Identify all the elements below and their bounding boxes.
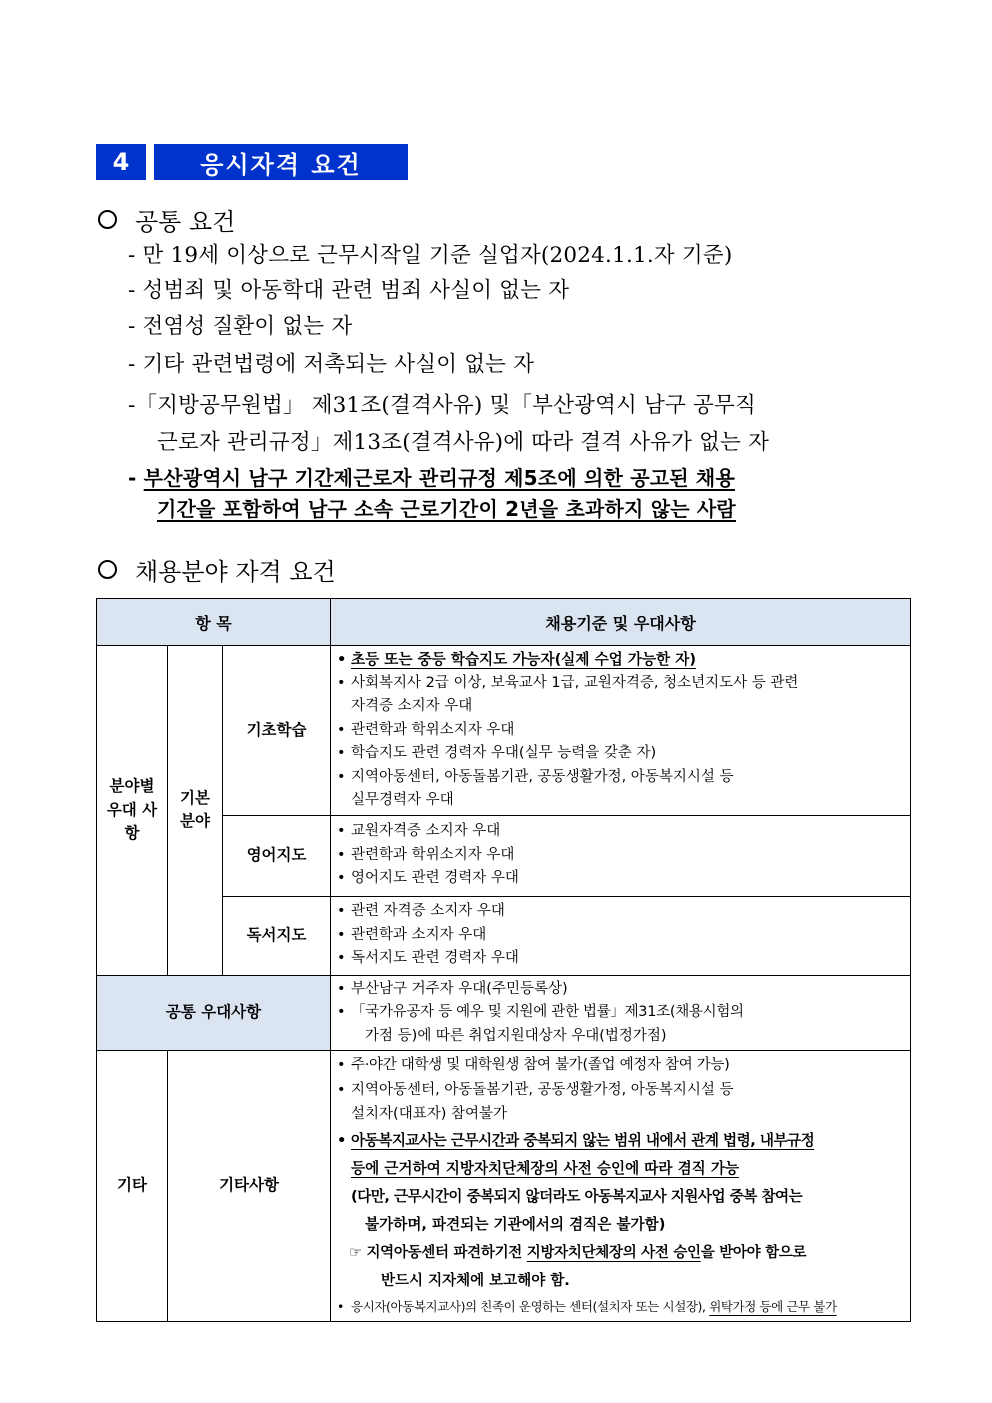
list-item: 등에 근거하여 지방자치단체장의 사전 승인에 따라 겸직 가능 [351,1159,740,1177]
etc-label: 기타 [97,1051,168,1322]
section-number: 4 [96,144,146,180]
list-item: 자격증 소지자 우대 [351,698,473,714]
list-item: • 응시자(아동복지교사)의 친족이 운영하는 센터(설치자 또는 시설장), 위탁가정 등에 근무 불가 [337,1295,906,1320]
list-item: 불가하며, 파견되는 기관에서의 겸직은 불가함) [365,1215,666,1233]
note-item: 반드시 지자체에 보고해야 함. [381,1272,570,1289]
list-item: • 영어지도 관련 경력자 우대 [337,867,906,891]
list-item: (다만, 근무시간이 중복되지 않더라도 아동복지교사 지원사업 중복 참여는 [351,1187,803,1205]
common-pref-label: 공통 우대사항 [97,975,331,1051]
list-item: • 지역아동센터, 아동돌봄기관, 공동생활가정, 아동복지시설 등 [337,1078,906,1103]
list-item: • 관련학과 소지자 우대 [337,924,906,948]
requirements-table [96,598,911,1322]
header-item: 항 목 [97,599,331,646]
header-criteria: 채용기준 및 우대사항 [331,599,911,646]
common-item: - 성범죄 및 아동학대 관련 범죄 사실이 없는 자 [128,278,570,303]
etc-criteria [331,1051,911,1322]
row-label: 영어지도 [223,815,331,896]
list-item: • 학습지도 관련 경력자 우대(실무 능력을 갖춘 자) [337,742,906,766]
row-criteria [331,646,911,816]
group-label: 분야별 우대 사항 [97,646,168,976]
common-item-bold: - 부산광역시 남구 기간제근로자 관리규정 제5조에 의한 공고된 채용 [128,466,735,490]
basic-label: 기본 분야 [168,646,223,976]
field-heading: 채용분야 자격 요건 [96,552,336,587]
list-item: 가점 등)에 따른 취업지원대상자 우대(법정가점) [365,1027,667,1044]
row-label: 독서지도 [223,896,331,975]
common-item: - 기타 관련법령에 저촉되는 사실이 없는 자 [128,352,535,377]
section-title: 응시자격 요건 [154,144,408,180]
common-item-bold: 기간을 포함하여 남구 소속 근로기간이 2년을 초과하지 않는 사람 [157,497,736,521]
list-item: • 부산남구 거주자 우대(주민등록상) [337,978,906,1002]
list-item: • 관련 자격증 소지자 우대 [337,900,906,924]
common-item: - 만 19세 이상으로 근무시작일 기준 실업자(2024.1.1.자 기준) [128,243,733,268]
row-criteria [331,896,911,975]
common-item: -「지방공무원법」 제31조(결격사유) 및「부산광역시 남구 공무직 [128,393,756,418]
list-item: 설치자(대표자) 참여불가 [351,1106,508,1122]
list-item: 실무경력자 우대 [351,792,454,808]
list-item: • 독서지도 관련 경력자 우대 [337,947,906,971]
list-item: • 지역아동센터, 아동돌봄기관, 공동생활가정, 아동복지시설 등 [337,766,906,790]
circle-bullet-icon [98,210,117,229]
list-item: • 초등 또는 중등 학습지도 가능자(실제 수업 가능한 자) [337,648,906,672]
circle-bullet-icon [98,560,117,579]
list-item: • 사회복지사 2급 이상, 보육교사 1급, 교원자격증, 청소년지도사 등 관련 [337,672,906,696]
row-criteria [331,815,911,896]
list-item: • 아동복지교사는 근무시간과 중복되지 않는 범위 내에서 관계 법령, 내부규정 [337,1127,906,1155]
list-item: • 교원자격증 소지자 우대 [337,820,906,844]
section-header [96,144,408,180]
note-item: ☞ 지역아동센터 파견하기전 지방자치단체장의 사전 승인을 받아야 함으로 [349,1244,807,1261]
list-item: • 관련학과 학위소지자 우대 [337,844,906,868]
row-label: 기초학습 [223,646,331,816]
common-item: 근로자 관리규정」제13조(결격사유)에 따라 결격 사유가 없는 자 [157,430,770,455]
list-item: • 관련학과 학위소지자 우대 [337,719,906,743]
common-pref-criteria [331,975,911,1051]
common-item: - 전염성 질환이 없는 자 [128,314,353,339]
list-item: • 「국가유공자 등 예우 및 지원에 관한 법률」제31조(채용시험의 [337,1001,906,1025]
common-heading: 공통 요건 [96,202,235,237]
list-item: • 주·야간 대학생 및 대학원생 참여 불가(졸업 예정자 참여 가능) [337,1053,906,1078]
etc-sub-label: 기타사항 [168,1051,331,1322]
